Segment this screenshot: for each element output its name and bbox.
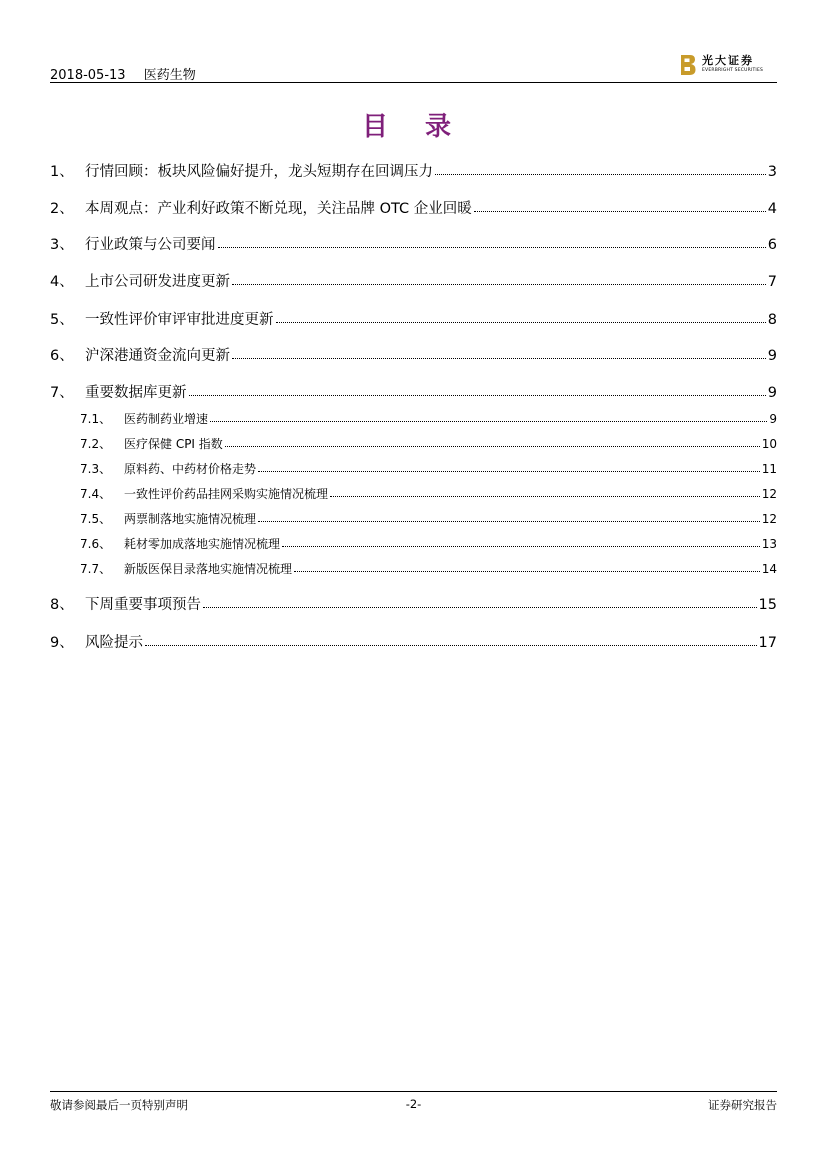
- toc-subentry[interactable]: [50, 510, 777, 527]
- toc-entry[interactable]: [50, 344, 777, 365]
- toc-leader-dots: [203, 606, 757, 608]
- toc-leader-dots: [282, 545, 760, 547]
- toc-label: 医疗保健 CPI 指数: [124, 437, 223, 451]
- toc-page: 15: [758, 597, 777, 613]
- toc-page: 17: [758, 635, 777, 651]
- toc-number: 7.6、: [80, 537, 112, 551]
- report-date: 2018-05-13: [50, 68, 126, 83]
- toc-entry[interactable]: [50, 308, 777, 329]
- toc-page: 14: [761, 562, 777, 576]
- toc-number: 7、: [50, 385, 74, 401]
- toc-label: 下周重要事项预告: [85, 597, 201, 613]
- toc-number: 9、: [50, 635, 74, 651]
- toc-number: 7.5、: [80, 512, 112, 526]
- toc-number: 3、: [50, 237, 74, 253]
- toc-page: 7: [767, 274, 777, 290]
- toc-number: 7.4、: [80, 487, 112, 501]
- toc-label: 行情回顾：板块风险偏好提升，龙头短期存在回调压力: [85, 164, 433, 180]
- toc-page: 12: [761, 487, 777, 501]
- toc-subentry[interactable]: [50, 485, 777, 502]
- toc-entry[interactable]: [50, 233, 777, 254]
- toc-label: 沪深港通资金流向更新: [85, 348, 230, 364]
- toc-leader-dots: [232, 283, 766, 285]
- toc-entry[interactable]: [50, 381, 777, 402]
- toc-page: 6: [767, 237, 777, 253]
- toc-leader-dots: [258, 470, 760, 472]
- toc-leader-dots: [276, 321, 766, 323]
- toc-page: 10: [761, 437, 777, 451]
- toc-label: 风险提示: [85, 635, 143, 651]
- page-title: 目 录: [361, 112, 466, 142]
- toc-page: 9: [767, 385, 777, 401]
- toc-label: 原料药、中药材价格走势: [124, 462, 257, 476]
- toc-number: 8、: [50, 597, 74, 613]
- page-footer: [50, 1091, 777, 1112]
- toc-page: 13: [761, 537, 777, 551]
- toc-page: 9: [767, 348, 777, 364]
- toc-leader-dots: [210, 420, 767, 422]
- toc-label: 上市公司研发进度更新: [85, 274, 230, 290]
- page-header: [50, 54, 777, 83]
- toc-label: 本周观点：产业利好政策不断兑现，关注品牌 OTC 企业回暖: [85, 201, 472, 217]
- toc-label: 一致性评价审评审批进度更新: [85, 312, 274, 328]
- toc-number: 7.2、: [80, 437, 112, 451]
- toc-page: 4: [767, 201, 777, 217]
- toc-page: 9: [769, 412, 777, 426]
- toc-subentry[interactable]: [50, 560, 777, 577]
- logo-text-en: EVERBRIGHT SECURITIES: [702, 68, 764, 73]
- toc-leader-dots: [258, 520, 760, 522]
- toc-entry[interactable]: [50, 593, 777, 614]
- toc-page: 3: [767, 164, 777, 180]
- toc-leader-dots: [330, 495, 760, 497]
- report-sector: 医药生物: [143, 68, 196, 83]
- toc-page: 12: [761, 512, 777, 526]
- toc-entry[interactable]: [50, 197, 777, 218]
- toc-number: 5、: [50, 312, 74, 328]
- page-number: -2-: [405, 1097, 422, 1111]
- toc-entry[interactable]: [50, 270, 777, 291]
- toc-leader-dots: [189, 394, 766, 396]
- toc-number: 6、: [50, 348, 74, 364]
- toc-label: 重要数据库更新: [85, 385, 187, 401]
- toc-number: 7.3、: [80, 462, 112, 476]
- toc-page: 11: [761, 462, 777, 476]
- toc-number: 7.1、: [80, 412, 112, 426]
- logo-text-cn: 光大证券: [702, 54, 754, 67]
- toc-leader-dots: [218, 246, 766, 248]
- toc-subentry[interactable]: [50, 460, 777, 477]
- toc-label: 耗材零加成落地实施情况梳理: [124, 537, 281, 551]
- toc-label: 两票制落地实施情况梳理: [124, 512, 257, 526]
- toc-subentry[interactable]: [50, 435, 777, 452]
- toc-label: 医药制药业增速: [124, 412, 209, 426]
- footer-report-type: 证券研究报告: [708, 1098, 777, 1112]
- header-info: [50, 64, 210, 83]
- logo-mark-icon: [680, 54, 696, 76]
- toc-label: 一致性评价药品挂网采购实施情况梳理: [124, 487, 329, 501]
- company-logo: [680, 52, 775, 78]
- toc-leader-dots: [435, 173, 766, 175]
- toc-number: 1、: [50, 164, 74, 180]
- toc-leader-dots: [145, 644, 757, 646]
- toc-label: 新版医保目录落地实施情况梳理: [124, 562, 293, 576]
- toc-entry[interactable]: [50, 160, 777, 181]
- toc-leader-dots: [294, 570, 760, 572]
- toc-leader-dots: [225, 445, 760, 447]
- toc-leader-dots: [232, 357, 766, 359]
- toc-subentry[interactable]: [50, 535, 777, 552]
- toc-subentry[interactable]: [50, 410, 777, 427]
- toc-number: 7.7、: [80, 562, 112, 576]
- toc-leader-dots: [474, 210, 766, 212]
- toc-label: 行业政策与公司要闻: [85, 237, 216, 253]
- footer-disclaimer: 敬请参阅最后一页特别声明: [50, 1098, 188, 1112]
- toc-entry[interactable]: [50, 631, 777, 652]
- toc-number: 4、: [50, 274, 74, 290]
- toc-page: 8: [767, 312, 777, 328]
- toc-number: 2、: [50, 201, 74, 217]
